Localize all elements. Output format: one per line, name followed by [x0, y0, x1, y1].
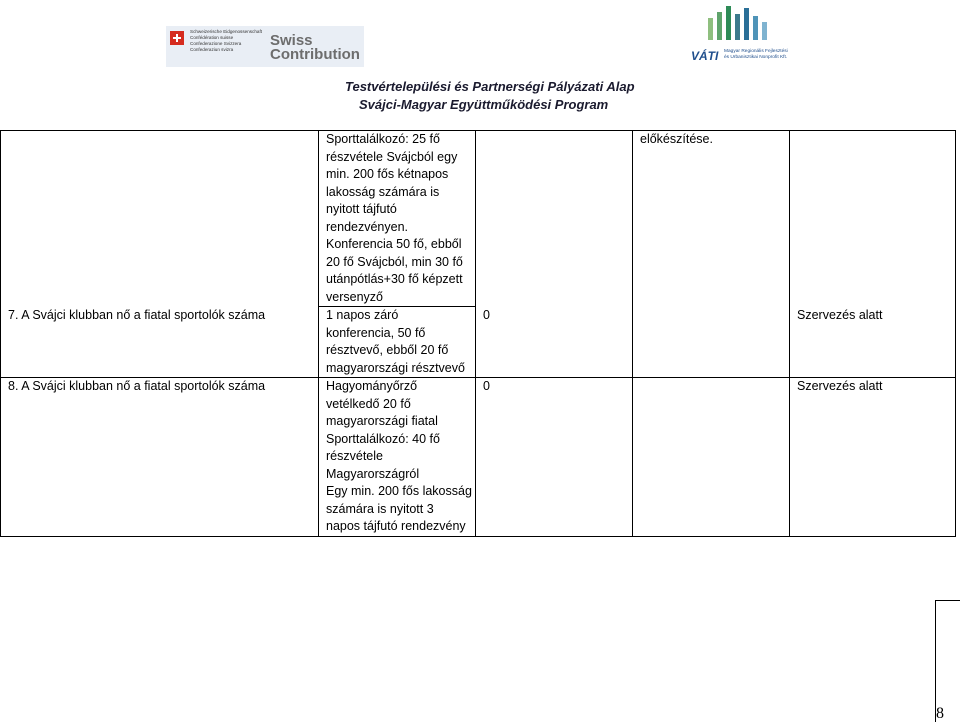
- cell-line: rendezvényen.: [326, 219, 409, 234]
- vati-sub-line: és Urbanisztikai Nonprofit Kft.: [724, 55, 788, 60]
- table-cell: [319, 378, 476, 537]
- page-number: 8: [936, 705, 944, 722]
- cell-line: Hagyományőrző: [326, 379, 418, 393]
- table-cell: [633, 131, 790, 307]
- cell-value: 0: [483, 379, 490, 393]
- cell-line: részvétele: [326, 449, 383, 463]
- page-corner-line: [936, 600, 960, 601]
- page-corner-line: [935, 600, 936, 722]
- cell-value: 0: [483, 308, 490, 322]
- cell-line: Konferencia 50 fő, ebből: [326, 237, 462, 251]
- cell-line: konferencia, 50 fő: [326, 325, 426, 340]
- wordmark-swiss: Swiss: [270, 32, 313, 49]
- table-row: [1, 307, 956, 378]
- table-cell: [633, 378, 790, 537]
- cell-line: Sporttalálkozó: 40 fő: [326, 431, 440, 446]
- table-row: [1, 131, 956, 307]
- cell-line: 20 fő Svájcból, min 30 fő: [326, 254, 463, 269]
- confed-line: Schweizerische Eidgenossenschaft: [190, 29, 263, 34]
- confed-line: Confederazione Svizzera: [190, 41, 242, 46]
- cell-line: vetélkedő 20 fő: [326, 396, 411, 411]
- table-cell: [476, 307, 633, 378]
- cell-line: számára is nyitott 3: [326, 501, 434, 516]
- row-label: 8. A Svájci klubban nő a fiatal sportolók száma: [8, 379, 266, 393]
- cell-line: min. 200 fős kétnapos: [326, 167, 449, 181]
- cell-line: napos tájfutó rendezvény: [326, 519, 466, 533]
- table-cell: [476, 131, 633, 307]
- table-cell: [790, 378, 956, 537]
- table-cell: [1, 378, 319, 537]
- indicators-table: [0, 130, 956, 537]
- cell-line: részvétele Svájcból egy: [326, 149, 458, 164]
- confed-line: Confédération suisse: [190, 35, 234, 40]
- cell-line: magyarországi résztvevő: [326, 360, 465, 375]
- row-label: 7. A Svájci klubban nő a fiatal sportolók száma: [8, 308, 266, 322]
- table-cell: [319, 131, 476, 307]
- table-cell: [1, 131, 319, 307]
- vati-bars-icon: [704, 4, 774, 42]
- header-title-line1: Testvértelepülési és Partnerségi Pályázati Alap: [345, 79, 635, 94]
- confederation-names: [190, 29, 262, 53]
- cell-line: Sporttalálkozó: 25 fő: [326, 132, 440, 146]
- cell-line: utánpótlás+30 fő képzett: [326, 272, 463, 286]
- vati-name: VÁTI: [691, 49, 719, 63]
- cell-line: résztvevő, ebből 20 fő: [326, 343, 449, 357]
- cell-line: versenyző: [326, 289, 383, 304]
- table-cell: [633, 307, 790, 378]
- cell-line: Magyarországról: [326, 466, 420, 481]
- swiss-contribution-logo: [166, 26, 364, 67]
- swiss-flag-icon: [170, 31, 184, 45]
- table-cell: [790, 307, 956, 378]
- cell-line: Egy min. 200 fős lakosság: [326, 484, 472, 498]
- swiss-contribution-wordmark: [270, 34, 360, 62]
- cell-line: 1 napos záró: [326, 308, 399, 322]
- cell-line: nyitott tájfutó: [326, 202, 397, 216]
- table-cell: [319, 307, 476, 378]
- wordmark-contribution: Contribution: [270, 46, 360, 63]
- cell-line: előkészítése.: [640, 132, 713, 146]
- table-cell: [476, 378, 633, 537]
- status-text: Szervezés alatt: [797, 379, 883, 393]
- table-row: [1, 378, 956, 537]
- vati-subtitle: [724, 49, 794, 61]
- table-cell: [1, 307, 319, 378]
- header-title-line2: Svájci-Magyar Együttműködési Program: [359, 97, 609, 112]
- table-cell: [790, 131, 956, 307]
- cell-line: magyarországi fiatal: [326, 414, 438, 428]
- status-text: Szervezés alatt: [797, 308, 883, 322]
- vati-logo: [686, 0, 790, 68]
- cell-line: lakosság számára is: [326, 184, 440, 199]
- confed-line: Confederaziun svizra: [190, 47, 234, 52]
- vati-sub-line: Magyar Regionális Fejlesztési: [724, 49, 788, 54]
